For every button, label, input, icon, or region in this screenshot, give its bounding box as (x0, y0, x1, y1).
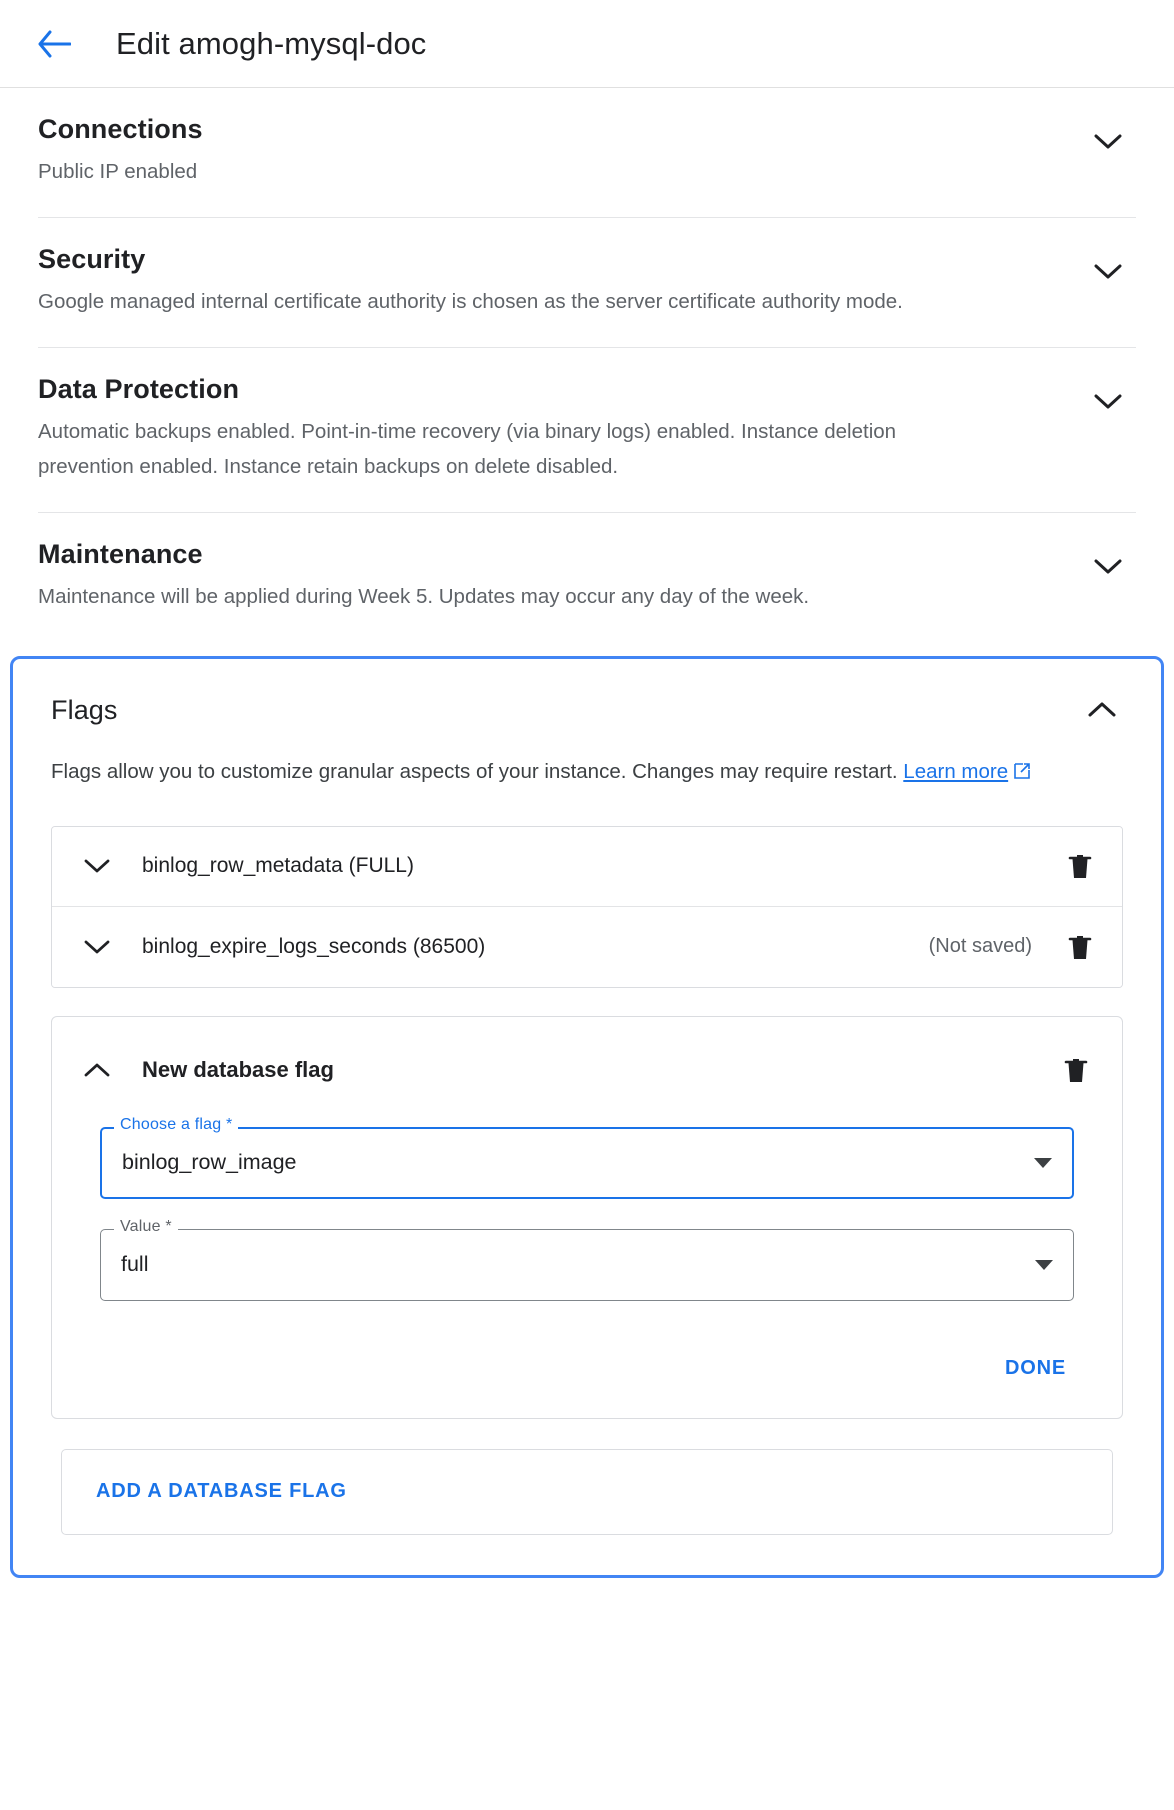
flags-title: Flags (51, 694, 118, 725)
settings-sections (0, 88, 1174, 642)
value-label: Value * (114, 1218, 178, 1236)
new-flag-actions (78, 1347, 1096, 1396)
page-header (0, 0, 1174, 88)
delete-icon[interactable] (1056, 1050, 1096, 1090)
section-description: Automatic backups enabled. Point-in-time recovery (via binary logs) enabled. Instance deletion prevention enabled. Instance retain backups on delete disabled. (38, 420, 897, 478)
flag-name: binlog_row_metadata (FULL) (142, 854, 414, 878)
delete-icon[interactable] (1060, 846, 1100, 886)
flag-status: (Not saved) (928, 935, 1032, 958)
delete-icon[interactable] (1060, 927, 1100, 967)
section-maintenance[interactable] (38, 513, 1136, 642)
section-description: Maintenance will be applied during Week 5. Updates may occur any day of the week. (38, 584, 810, 608)
section-description: Google managed internal certificate authority is chosen as the server certificate authority mode. (38, 290, 903, 314)
table-row[interactable] (52, 827, 1122, 907)
section-flags (10, 656, 1164, 1577)
chevron-down-icon[interactable] (1035, 1260, 1053, 1270)
value-value: full (121, 1252, 149, 1277)
section-data-protection[interactable] (38, 348, 1136, 512)
section-title: Connections (38, 114, 203, 144)
add-database-flag-button[interactable] (61, 1449, 1113, 1535)
flag-list (51, 826, 1123, 988)
chevron-down-icon[interactable] (1034, 1158, 1052, 1168)
choose-a-flag-select[interactable] (100, 1127, 1074, 1199)
chevron-down-icon[interactable] (1088, 252, 1128, 292)
choose-a-flag-value: binlog_row_image (122, 1150, 297, 1175)
value-select[interactable] (100, 1229, 1074, 1301)
section-title: Data Protection (38, 374, 240, 405)
chevron-down-icon[interactable] (1088, 382, 1128, 422)
chevron-down-icon[interactable] (1088, 547, 1128, 587)
section-description: Public IP enabled (38, 160, 198, 183)
chevron-down-icon[interactable] (1088, 122, 1128, 162)
choose-a-flag-field[interactable] (100, 1115, 1074, 1199)
section-security[interactable] (38, 218, 1136, 348)
section-connections[interactable] (38, 88, 1136, 218)
table-row[interactable] (52, 907, 1122, 987)
chevron-down-icon[interactable] (78, 847, 116, 885)
value-field[interactable] (100, 1217, 1074, 1301)
new-flag-title: New database flag (142, 1056, 334, 1082)
new-database-flag-card (51, 1016, 1123, 1419)
chevron-down-icon[interactable] (78, 928, 116, 966)
section-title: Security (38, 244, 146, 275)
done-button[interactable]: DONE (1005, 1356, 1066, 1379)
new-flag-header (78, 1043, 1096, 1097)
learn-more-link[interactable]: Learn more (903, 760, 1009, 784)
flags-description-text: Flags allow you to customize granular aspects of your instance. Changes may require restart. (51, 760, 904, 784)
choose-a-flag-label: Choose a flag * (114, 1116, 238, 1134)
chevron-up-icon[interactable] (78, 1051, 116, 1089)
add-database-flag-label: ADD A DATABASE FLAG (96, 1480, 347, 1503)
flags-description (51, 755, 1041, 791)
chevron-up-icon[interactable] (1081, 689, 1123, 731)
back-arrow-icon[interactable] (28, 18, 80, 70)
flags-header (51, 689, 1123, 731)
page-title: Edit amogh-mysql-doc (116, 25, 427, 61)
section-title: Maintenance (38, 538, 203, 569)
external-link-icon[interactable] (1013, 757, 1031, 791)
flag-name: binlog_expire_logs_seconds (86500) (142, 934, 486, 958)
